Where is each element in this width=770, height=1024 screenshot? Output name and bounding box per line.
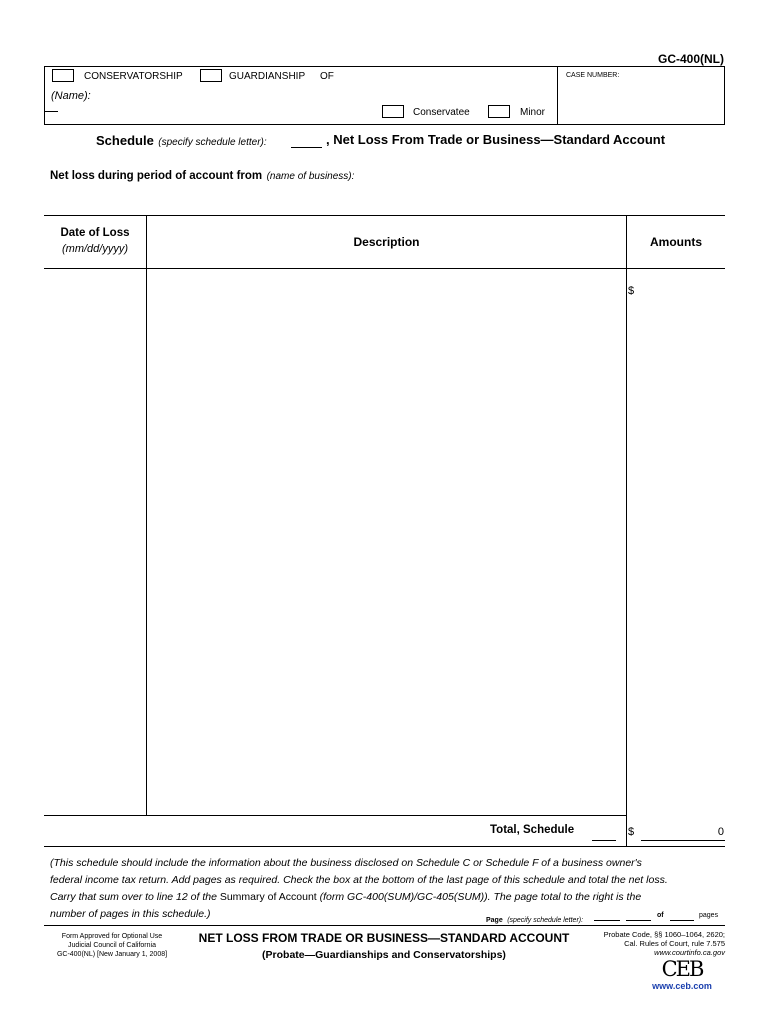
col-date-title: Date of Loss xyxy=(60,227,130,239)
name-label: (Name): xyxy=(51,90,91,102)
pages-label: pages xyxy=(699,912,719,919)
date-column-divider xyxy=(146,215,147,815)
conservatorship-checkbox[interactable] xyxy=(52,69,74,82)
minor-label: Minor xyxy=(520,107,546,118)
page-specify-note: (specify schedule letter): xyxy=(507,917,584,924)
footer-right xyxy=(560,930,725,957)
business-note: (name of business): xyxy=(266,171,355,182)
name-field-mark xyxy=(44,111,58,112)
guardianship-checkbox[interactable] xyxy=(200,69,222,82)
instructions-line2: federal income tax return. Add pages as required. Check the box at the bottom of the last page of this schedule and total the net loss. xyxy=(50,874,668,886)
footer-right-line2: Cal. Rules of Court, rule 7.575 xyxy=(624,939,725,948)
of-label: OF xyxy=(320,71,334,82)
period-row xyxy=(50,166,354,184)
case-number-field[interactable] xyxy=(562,84,720,120)
instructions-summary-ref: Summary of Account xyxy=(219,891,317,903)
amounts-column-field[interactable] xyxy=(638,283,722,813)
schedule-title: , Net Loss From Trade or Business—Standard Account xyxy=(326,132,666,147)
schedule-prefix: Schedule xyxy=(96,133,154,148)
case-number-divider xyxy=(557,66,558,125)
total-label: Total, Schedule xyxy=(490,824,575,836)
table-bottom-rule xyxy=(44,815,627,816)
instructions-line3 xyxy=(50,889,740,906)
instructions-line3-a: Carry that sum over to line 12 of the xyxy=(50,891,220,903)
business-name-field[interactable] xyxy=(388,164,724,180)
total-bottom-rule xyxy=(44,846,725,847)
ceb-logo: CEB xyxy=(661,957,703,981)
schedule-specify-note: (specify schedule letter): xyxy=(158,137,267,148)
amounts-column-divider xyxy=(626,215,627,846)
conservatee-checkbox[interactable] xyxy=(382,105,404,118)
schedule-title-row xyxy=(96,132,267,150)
instructions-line4: number of pages in this schedule.) xyxy=(50,908,211,920)
page-label: Page xyxy=(486,917,503,924)
footer-left xyxy=(44,932,180,959)
ceb-link[interactable]: www.ceb.com xyxy=(652,981,712,991)
page-schedule-letter-field[interactable] xyxy=(594,910,620,921)
col-date-sub: (mm/dd/yyyy) xyxy=(62,243,128,255)
footer-title: NET LOSS FROM TRADE OR BUSINESS—STANDARD ACCOUNT xyxy=(198,931,570,945)
total-value: 0 xyxy=(717,826,724,838)
conservatee-label: Conservatee xyxy=(413,107,470,118)
description-column-field[interactable] xyxy=(149,272,624,812)
amount-currency: $ xyxy=(628,285,635,297)
instructions-line3-c: (form GC-400(SUM)/GC-405(SUM)). The page total to the right is the xyxy=(316,891,642,903)
col-amounts: Amounts xyxy=(650,235,702,249)
total-schedule-letter-field[interactable] xyxy=(592,827,616,841)
period-label: Net loss during period of account from xyxy=(50,170,263,182)
page-of-label: of xyxy=(657,912,664,919)
conservatorship-label: CONSERVATORSHIP xyxy=(84,71,183,82)
page-number-field[interactable] xyxy=(626,910,651,921)
total-currency: $ xyxy=(628,826,635,838)
schedule-letter-field[interactable] xyxy=(291,133,322,148)
case-number-label: CASE NUMBER: xyxy=(566,72,620,79)
footer-right-line1: Probate Code, §§ 1060–1064, 2620; xyxy=(603,930,725,939)
minor-checkbox[interactable] xyxy=(488,105,510,118)
footer-right-line3: www.courtinfo.ca.gov xyxy=(654,948,725,957)
footer-left-line2: Judicial Council of California xyxy=(68,942,156,949)
date-column-field[interactable] xyxy=(46,272,144,812)
guardianship-label: GUARDIANSHIP xyxy=(229,71,306,82)
form-id: GC-400(NL) xyxy=(657,52,724,66)
footer-left-line3: GC-400(NL) [New January 1, 2008] xyxy=(56,951,168,958)
total-pages-field[interactable] xyxy=(670,910,694,921)
footer-rule xyxy=(44,925,725,926)
col-description: Description xyxy=(353,235,420,249)
footer-left-line1: Form Approved for Optional Use xyxy=(61,933,163,940)
instructions-line1: (This schedule should include the information about the business disclosed on Schedule C or Schedule F of a business owner's xyxy=(50,857,642,869)
footer-subtitle: (Probate—Guardianships and Conservatorships) xyxy=(262,949,506,961)
